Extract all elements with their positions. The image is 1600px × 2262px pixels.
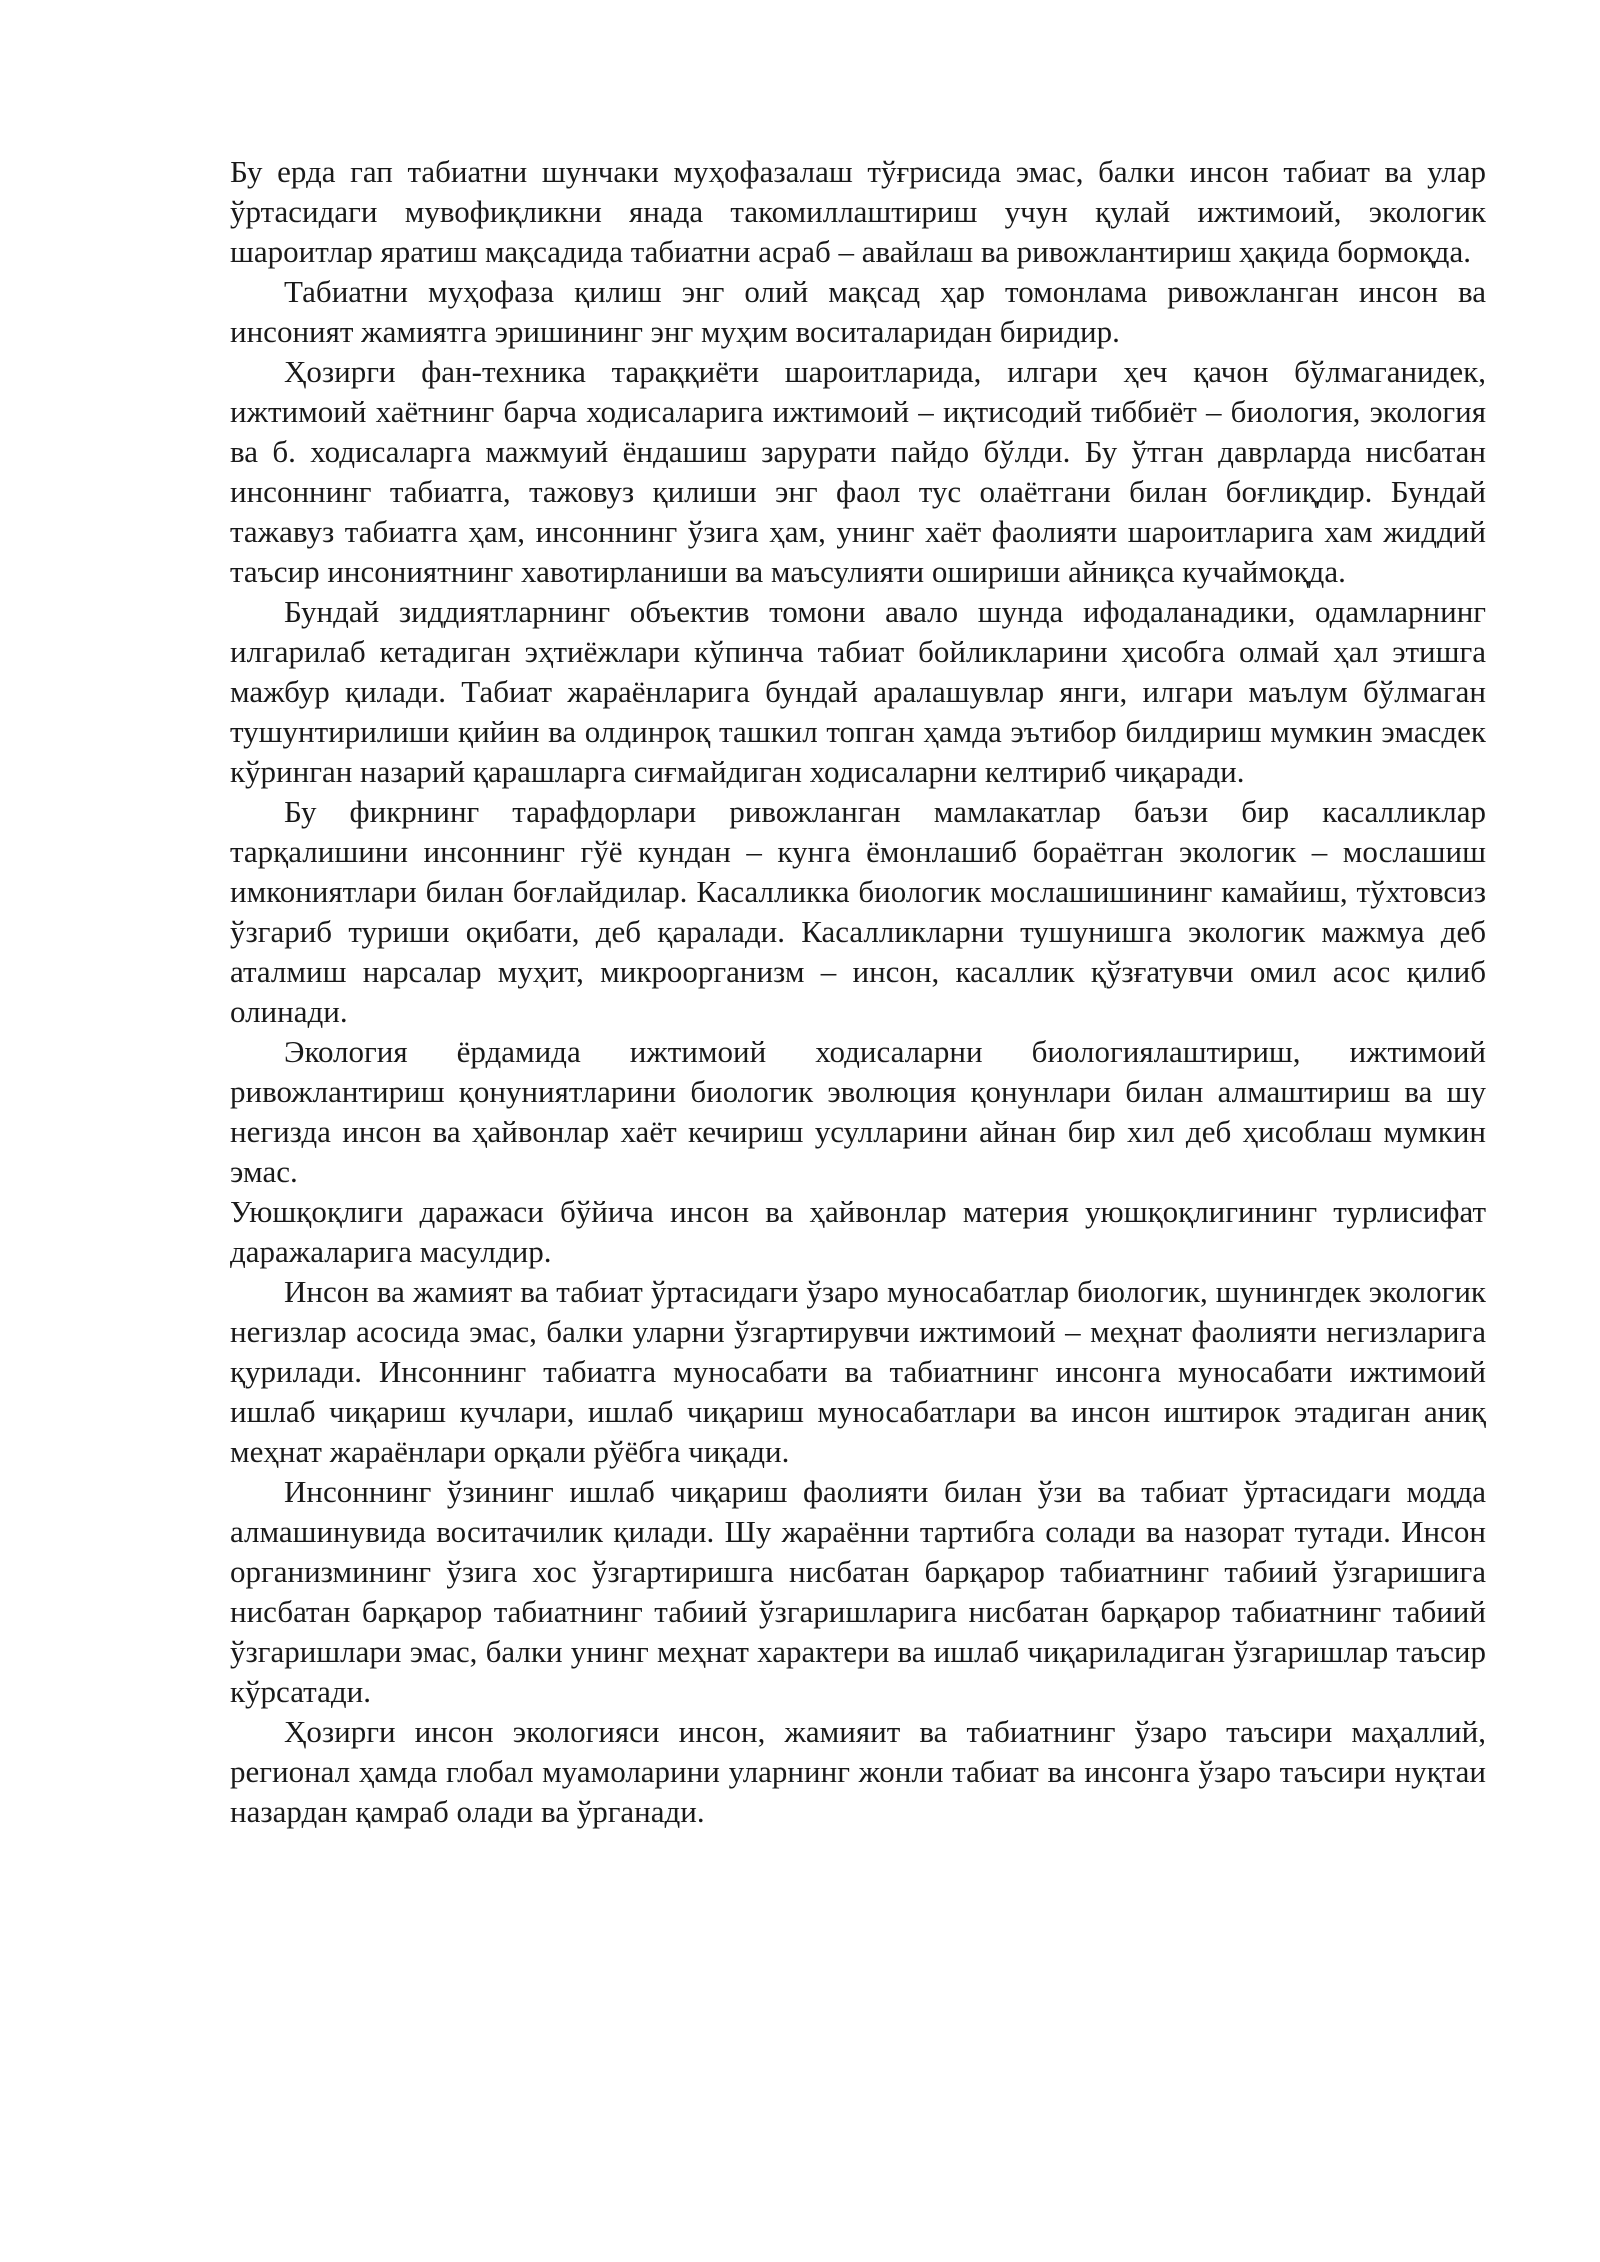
paragraph-8: Инсон ва жамият ва табиат ўртасидаги ўзаро муносабатлар биологик, шунингдек экологик негизлар асосида эмас, балки уларни ўзгартирувчи ижтимоий – меҳнат фаолияти негизларига қурилади. Инсоннинг табиатга муносабати ва табиатнинг инсонга муносабати ижтимоий ишлаб чиқариш кучлари, ишлаб чиқариш муносабатлари ва инсон иштирок этадиган аниқ меҳнат жараёнлари орқали рўёбга чиқади. [230,1274,1486,1469]
paragraph-2: Табиатни муҳофаза қилиш энг олий мақсад ҳар томонлама ривожланган инсон ва инсоният жамиятга эришининг энг муҳим воситаларидан биридир. [230,274,1486,349]
document-page [230,152,1486,1832]
paragraph-7: Уюшқоқлиги даражаси бўйича инсон ва ҳайвонлар материя уюшқоқлигининг турлисифат даражаларига масулдир. [230,1194,1486,1269]
paragraph-3: Ҳозирги фан-техника тараққиёти шароитларида, илгари ҳеч қачон бўлмаганидек, ижтимоий хаётнинг барча ходисаларига ижтимоий – иқтисодий тиббиёт – биология, экология ва б. ходисаларга мажмуий ёндашиш зарурати пайдо бўлди. Бу ўтган даврларда нисбатан инсоннинг табиатга, тажовуз қилиши энг фаол тус олаётгани билан боғлиқдир. Бундай тажавуз табиатга ҳам, инсоннинг ўзига ҳам, унинг хаёт фаолияти шароитларига хам жиддий таъсир инсониятнинг хавотирланиши ва маъсулияти ошириши айниқса кучаймоқда. [230,354,1486,589]
paragraph-5: Бу фикрнинг тарафдорлари ривожланган мамлакатлар баъзи бир касалликлар тарқалишини инсоннинг гўё кундан – кунга ёмонлашиб бораётган экологик – мослашиш имкониятлари билан боғлайдилар. Касалликка биологик мослашишининг камайиш, тўхтовсиз ўзгариб туриши оқибати, деб қаралади. Касалликларни тушунишга экологик мажмуа деб аталмиш нарсалар муҳит, микроорганизм – инсон, касаллик қўзғатувчи омил асос қилиб олинади. [230,794,1486,1029]
paragraph-6: Экология ёрдамида ижтимоий ходисаларни биологиялаштириш, ижтимоий ривожлантириш қонуниятларини биологик эволюция қонунлари билан алмаштириш ва шу негизда инсон ва ҳайвонлар хаёт кечириш усулларини айнан бир хил деб ҳисоблаш мумкин эмас. [230,1034,1486,1189]
paragraph-9: Инсоннинг ўзининг ишлаб чиқариш фаолияти билан ўзи ва табиат ўртасидаги модда алмашинувида воситачилик қилади. Шу жараённи тартибга солади ва назорат тутади. Инсон организмининг ўзига хос ўзгартиришга нисбатан барқарор табиатнинг табиий ўзгаришига нисбатан барқарор табиатнинг табиий ўзгаришларига нисбатан барқарор табиатнинг табиий ўзгаришлари эмас, балки унинг меҳнат характери ва ишлаб чиқариладиган ўзгаришлар таъсир кўрсатади. [230,1474,1486,1709]
paragraph-1: Бу ерда гап табиатни шунчаки муҳофазалаш тўғрисида эмас, балки инсон табиат ва улар ўртасидаги мувофиқликни янада такомиллаштириш учун қулай ижтимоий, экологик шароитлар яратиш мақсадида табиатни асраб – авайлаш ва ривожлантириш ҳақида бормоқда. [230,154,1486,269]
paragraph-10: Ҳозирги инсон экологияси инсон, жамияит ва табиатнинг ўзаро таъсири маҳаллий, регионал ҳамда глобал муамоларини уларнинг жонли табиат ва инсонга ўзаро таъсири нуқтаи назардан қамраб олади ва ўрганади. [230,1714,1486,1829]
paragraph-4: Бундай зиддиятларнинг объектив томони авало шунда ифодаланадики, одамларнинг илгарилаб кетадиган эҳтиёжлари кўпинча табиат бойликларини ҳисобга олмай ҳал этишга мажбур қилади. Табиат жараёнларига бундай аралашувлар янги, илгари маълум бўлмаган тушунтирилиши қийин ва олдинроқ ташкил топган ҳамда эътибор билдириш мумкин эмасдек кўринган назарий қарашларга сиғмайдиган ходисаларни келтириб чиқаради. [230,594,1486,789]
